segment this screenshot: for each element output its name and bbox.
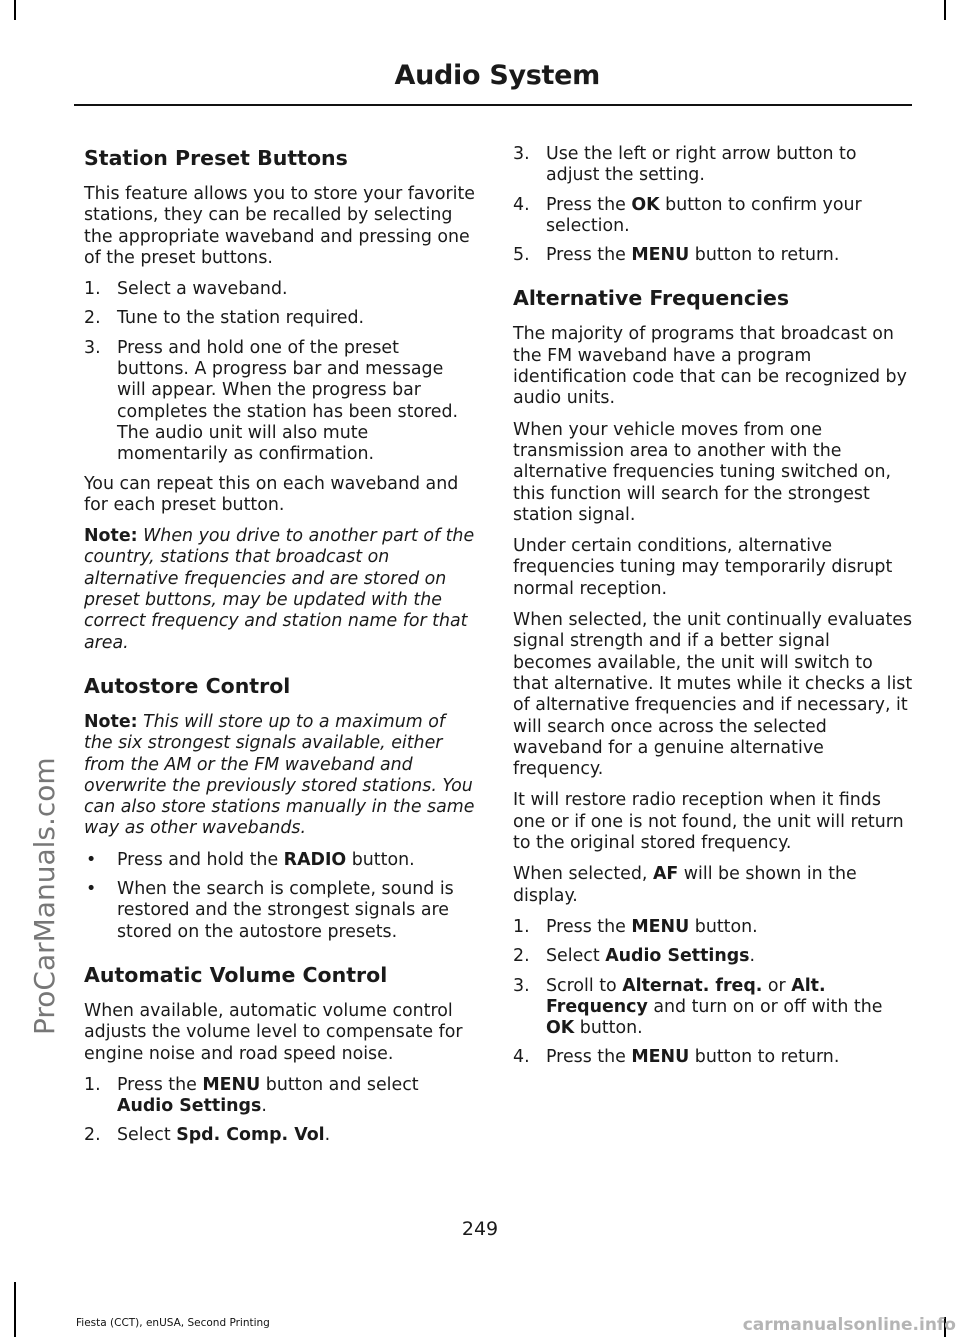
crop-mark-bottom-left xyxy=(14,1282,16,1337)
af-paragraph-3: Under certain conditions, alternative frequencies tuning may temporarily disrupt normal reception. xyxy=(513,536,893,599)
list-item: • Press and hold the RADIO button. xyxy=(86,849,415,870)
heading-alternative-frequencies: Alternative Frequencies xyxy=(513,286,790,311)
heading-autostore-control: Autostore Control xyxy=(84,673,291,698)
list-item: 1. Press the MENU button and select Audio Settings. xyxy=(84,1074,419,1117)
preset-repeat-text: You can repeat this on each waveband and for each preset button. xyxy=(84,473,459,515)
af-paragraph-5: It will restore radio reception when it finds one or if one is not found, the unit will return to the original stored frequency. xyxy=(513,790,904,854)
af-paragraph-1: The majority of programs that broadcast on the FM waveband have a program identification code that can be recognized by audio units. xyxy=(513,324,907,409)
right-column xyxy=(513,144,913,1077)
heading-station-preset-buttons: Station Preset Buttons xyxy=(84,146,348,170)
side-watermark: ProCarManuals.com xyxy=(28,757,61,1035)
list-item: 3. Scroll to Alternat. freq. or Alt. Frequency and turn on or off with the OK button. xyxy=(513,975,883,1039)
footer-text: Fiesta (CCT), enUSA, Second Printing xyxy=(76,1317,270,1329)
list-item: 4. Press the OK button to confirm your selection. xyxy=(513,194,862,236)
af-paragraph-6: When selected, AF will be shown in the display. xyxy=(513,864,857,906)
preset-steps-list xyxy=(84,279,476,465)
af-paragraph-2: When your vehicle moves from one transmission area to another with the alternative frequencies tuning switched on, this function will search for the strongest station signal. xyxy=(513,419,892,525)
autostore-bullets xyxy=(84,850,476,943)
list-item: 3. Press and hold one of the preset buttons. A progress bar and message will appear. When the progress bar completes the station has been stored. The audio unit will also mute momentarily as confirmation. xyxy=(84,337,459,465)
crop-mark-top-left xyxy=(14,0,16,20)
list-item: 4. Press the MENU button to return. xyxy=(513,1047,840,1068)
list-item: 3. Use the left or right arrow button to adjust the setting. xyxy=(513,144,857,186)
site-watermark: carmanualsonline.info xyxy=(742,1315,956,1335)
left-column xyxy=(84,144,476,1155)
preset-intro: This feature allows you to store your favorite stations, they can be recalled by selecting the appropriate waveband and pressing one of the preset buttons. xyxy=(84,184,475,268)
af-paragraph-4: When selected, the unit continually evaluates signal strength and if a better signal becomes available, the unit will switch to that alternative. It mutes while it checks a list of alternative frequencies and if necessary, it will search once across the selected waveband for a genuine alternative frequency. xyxy=(513,610,913,780)
list-item: • When the search is complete, sound is restored and the strongest signals are stored on the autostore presets. xyxy=(86,879,454,942)
avc-steps-list xyxy=(84,1075,476,1147)
crop-mark-top-right xyxy=(944,0,946,20)
af-steps-list xyxy=(513,917,913,1069)
preset-note: Note: When you drive to another part of the country, stations that broadcast on alternative frequencies and are stored on preset buttons, may be updated with the correct frequency and station name for that area. xyxy=(84,526,475,653)
list-item: 2. Select Audio Settings. xyxy=(513,946,756,967)
list-item: 1. Press the MENU button. xyxy=(513,916,758,937)
list-item: 2. Select Spd. Comp. Vol. xyxy=(84,1125,331,1146)
header-rule xyxy=(74,104,912,106)
list-item: 5. Press the MENU button to return. xyxy=(513,245,840,266)
avc-steps-continued xyxy=(513,144,913,266)
avc-intro: When available, automatic volume control adjusts the volume level to compensate for engine noise and road speed noise. xyxy=(84,1000,463,1064)
autostore-note: Note: This will store up to a maximum of the six strongest signals available, either from the AM or the FM waveband and overwrite the previously stored stations. You can also store stations manually in the same way as other wavebands. xyxy=(84,711,475,839)
list-item: 2. Tune to the station required. xyxy=(84,308,365,329)
list-item: 1. Select a waveband. xyxy=(84,279,288,300)
page-number: 249 xyxy=(461,1218,499,1240)
heading-automatic-volume-control: Automatic Volume Control xyxy=(84,962,388,987)
page-title: Audio System xyxy=(394,60,600,91)
